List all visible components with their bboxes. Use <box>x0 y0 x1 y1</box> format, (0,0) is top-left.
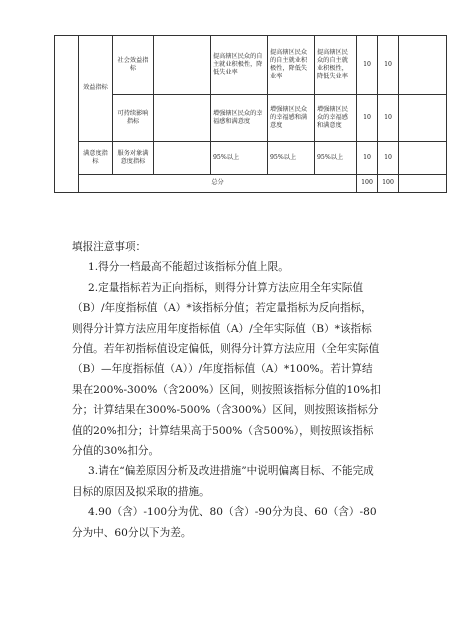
filing-notes <box>72 237 382 543</box>
table-row <box>55 175 447 193</box>
total-label: 总分 <box>79 175 357 193</box>
annual-cell: 提高辖区民众的自主就业积极性，降低失业率 <box>268 36 315 95</box>
level1-benefit: 效益指标 <box>79 36 113 142</box>
level1-satisfaction: 满意度指标 <box>79 142 113 175</box>
annual-cell: 增强辖区民众的幸福感和满意度 <box>268 95 315 142</box>
weight-cell: 10 <box>357 142 378 175</box>
target-cell: 提高辖区民众的自主就业积极性，降低失业率 <box>211 36 268 95</box>
remark-cell <box>399 95 447 142</box>
note-item: 3.请在“偏差原因分析及改进措施”中说明偏离目标、不能完成目标的原因及拟采取的措施。 <box>72 465 374 498</box>
table-row <box>55 142 447 175</box>
indicator-cell <box>154 36 211 95</box>
weight-cell: 10 <box>357 95 378 142</box>
actual-cell: 增强辖区民众的幸福感和满意度 <box>315 95 357 142</box>
annual-cell: 95%以上 <box>268 142 315 175</box>
actual-cell: 提高辖区民众的自主就业积极性，降低失业率 <box>315 36 357 95</box>
remark-cell <box>399 142 447 175</box>
indicator-cell <box>154 95 211 142</box>
indicator-cell <box>154 142 211 175</box>
sub-indicator: 服务对象满意度指标 <box>113 142 154 175</box>
performance-table <box>54 35 447 193</box>
sub-indicator: 社会效益指标 <box>113 36 154 95</box>
target-cell: 增强辖区民众的幸福感和满意度 <box>211 95 268 142</box>
notes-heading: 填报注意事项： <box>72 241 147 253</box>
total-score: 100 <box>378 175 399 193</box>
target-cell: 95%以上 <box>211 142 268 175</box>
table-row <box>55 36 447 95</box>
weight-cell: 10 <box>357 36 378 95</box>
score-cell: 10 <box>378 142 399 175</box>
remark-cell <box>399 175 447 193</box>
actual-cell: 95%以上 <box>315 142 357 175</box>
note-item: 1.得分一档最高不能超过该指标分值上限。 <box>88 261 289 274</box>
total-weight: 100 <box>357 175 378 193</box>
score-cell: 10 <box>378 36 399 95</box>
level0-cell <box>55 36 79 193</box>
score-cell: 10 <box>378 95 399 142</box>
note-item: 4.90（含）-100分为优、80（含）-90分为良、60（含）-80分为中、60分以下为差。 <box>72 506 377 539</box>
table-row <box>55 95 447 142</box>
remark-cell <box>399 36 447 95</box>
sub-indicator: 可持续影响指标 <box>113 95 154 142</box>
note-item: 2.定量指标若为正向指标，则得分计算方法应用全年实际值（B）/年度指标值（A）*该指标分值；若定量指标为反向指标，则得分计算方法应用年度指标值（A）/全年实际值（B）*该指标分值。若年初指标值设定偏低，则得分计算方法应用（全年实际值（B）—年度指标值（A））/年度指标值（A）*100%。若计算结果在200%-300%（含200%）区间，则按照该指标分值的10%扣分；计算结果在300%-500%（含300%）区间，则按照该指标分值的20%扣分；计算结果高于500%（含500%），则按照该指标分值的30%扣分。 <box>72 281 381 458</box>
